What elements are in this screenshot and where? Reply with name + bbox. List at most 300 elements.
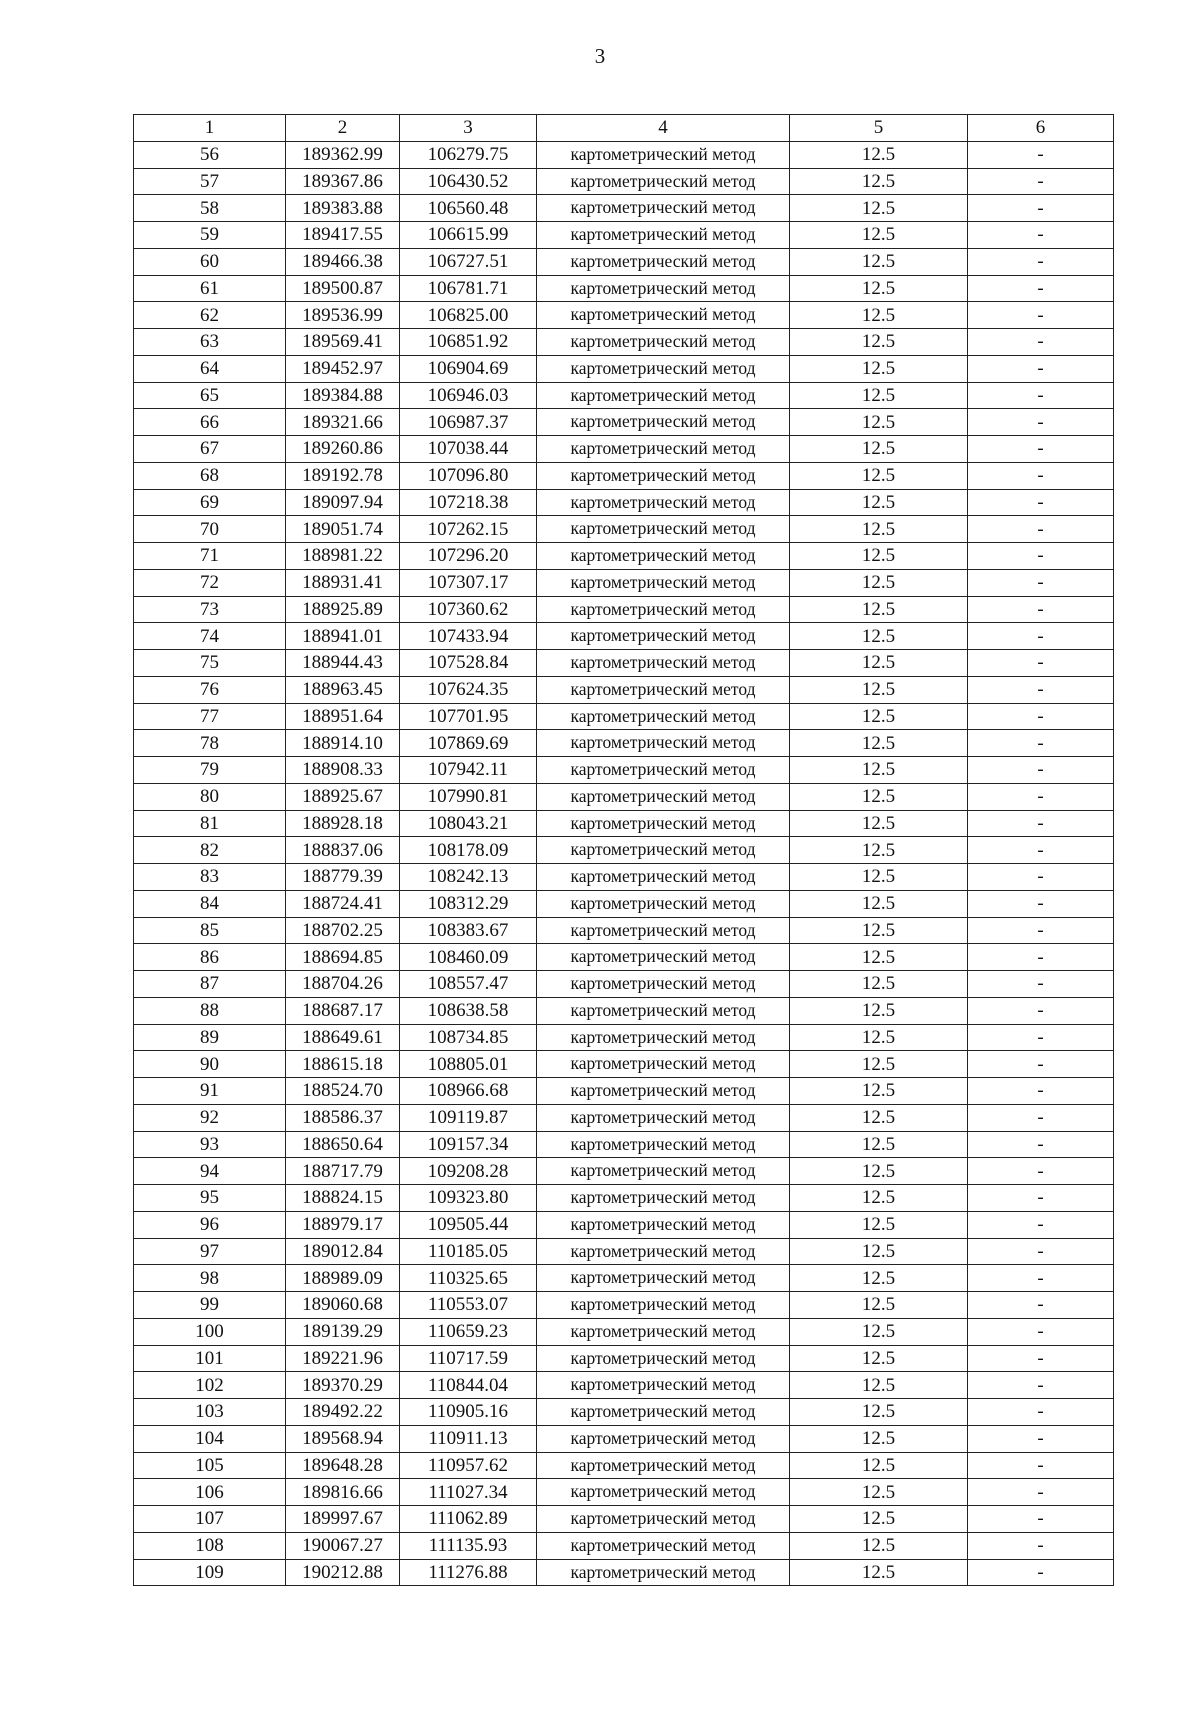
point-number-cell: 86	[134, 944, 286, 971]
note-cell: -	[968, 168, 1114, 195]
method-cell: картометрический метод	[537, 1399, 790, 1426]
x-coordinate-cell: 188944.43	[286, 650, 400, 677]
table-row	[134, 1078, 1114, 1105]
table-row	[134, 462, 1114, 489]
note-cell: -	[968, 810, 1114, 837]
accuracy-cell: 12.5	[790, 917, 968, 944]
accuracy-cell: 12.5	[790, 1078, 968, 1105]
y-coordinate-cell: 109323.80	[400, 1185, 537, 1212]
point-number-cell: 64	[134, 355, 286, 382]
y-coordinate-cell: 110325.65	[400, 1265, 537, 1292]
note-cell: -	[968, 195, 1114, 222]
point-number-cell: 109	[134, 1559, 286, 1586]
note-cell: -	[968, 1131, 1114, 1158]
method-cell: картометрический метод	[537, 596, 790, 623]
note-cell: -	[968, 1559, 1114, 1586]
table-row	[134, 222, 1114, 249]
method-cell: картометрический метод	[537, 1372, 790, 1399]
accuracy-cell: 12.5	[790, 1131, 968, 1158]
y-coordinate-cell: 108966.68	[400, 1078, 537, 1105]
point-number-cell: 74	[134, 623, 286, 650]
table-row	[134, 650, 1114, 677]
point-number-cell: 73	[134, 596, 286, 623]
accuracy-cell: 12.5	[790, 623, 968, 650]
table-row	[134, 1318, 1114, 1345]
table-row	[134, 1506, 1114, 1533]
note-cell: -	[968, 757, 1114, 784]
table-row	[134, 1158, 1114, 1185]
point-number-cell: 71	[134, 543, 286, 570]
table-row	[134, 489, 1114, 516]
table-row	[134, 890, 1114, 917]
note-cell: -	[968, 864, 1114, 891]
accuracy-cell: 12.5	[790, 676, 968, 703]
method-cell: картометрический метод	[537, 971, 790, 998]
point-number-cell: 94	[134, 1158, 286, 1185]
note-cell: -	[968, 1479, 1114, 1506]
method-cell: картометрический метод	[537, 543, 790, 570]
accuracy-cell: 12.5	[790, 703, 968, 730]
y-coordinate-cell: 107262.15	[400, 516, 537, 543]
table-row	[134, 917, 1114, 944]
table-row	[134, 1425, 1114, 1452]
note-cell: -	[968, 1211, 1114, 1238]
table-row	[134, 997, 1114, 1024]
y-coordinate-cell: 110905.16	[400, 1399, 537, 1426]
method-cell: картометрический метод	[537, 917, 790, 944]
note-cell: -	[968, 1024, 1114, 1051]
method-cell: картометрический метод	[537, 650, 790, 677]
x-coordinate-cell: 189012.84	[286, 1238, 400, 1265]
y-coordinate-cell: 108460.09	[400, 944, 537, 971]
x-coordinate-cell: 190067.27	[286, 1532, 400, 1559]
table-row	[134, 944, 1114, 971]
x-coordinate-cell: 188931.41	[286, 569, 400, 596]
note-cell: -	[968, 543, 1114, 570]
note-cell: -	[968, 1532, 1114, 1559]
y-coordinate-cell: 107942.11	[400, 757, 537, 784]
y-coordinate-cell: 110957.62	[400, 1452, 537, 1479]
y-coordinate-cell: 106987.37	[400, 409, 537, 436]
point-number-cell: 66	[134, 409, 286, 436]
y-coordinate-cell: 106946.03	[400, 382, 537, 409]
method-cell: картометрический метод	[537, 1051, 790, 1078]
point-number-cell: 98	[134, 1265, 286, 1292]
accuracy-cell: 12.5	[790, 275, 968, 302]
x-coordinate-cell: 188908.33	[286, 757, 400, 784]
note-cell: -	[968, 355, 1114, 382]
x-coordinate-cell: 188704.26	[286, 971, 400, 998]
y-coordinate-cell: 108383.67	[400, 917, 537, 944]
y-coordinate-cell: 107096.80	[400, 462, 537, 489]
note-cell: -	[968, 329, 1114, 356]
point-number-cell: 57	[134, 168, 286, 195]
x-coordinate-cell: 189370.29	[286, 1372, 400, 1399]
y-coordinate-cell: 106781.71	[400, 275, 537, 302]
accuracy-cell: 12.5	[790, 569, 968, 596]
note-cell: -	[968, 1318, 1114, 1345]
note-cell: -	[968, 275, 1114, 302]
x-coordinate-cell: 189569.41	[286, 329, 400, 356]
table-row	[134, 543, 1114, 570]
note-cell: -	[968, 462, 1114, 489]
x-coordinate-cell: 188615.18	[286, 1051, 400, 1078]
x-coordinate-cell: 188963.45	[286, 676, 400, 703]
note-cell: -	[968, 997, 1114, 1024]
x-coordinate-cell: 189260.86	[286, 436, 400, 463]
x-coordinate-cell: 188649.61	[286, 1024, 400, 1051]
point-number-cell: 99	[134, 1292, 286, 1319]
x-coordinate-cell: 188724.41	[286, 890, 400, 917]
column-header: 1	[134, 115, 286, 142]
table-row	[134, 1238, 1114, 1265]
y-coordinate-cell: 107701.95	[400, 703, 537, 730]
accuracy-cell: 12.5	[790, 864, 968, 891]
y-coordinate-cell: 107433.94	[400, 623, 537, 650]
method-cell: картометрический метод	[537, 810, 790, 837]
point-number-cell: 83	[134, 864, 286, 891]
method-cell: картометрический метод	[537, 944, 790, 971]
table-row	[134, 810, 1114, 837]
y-coordinate-cell: 109208.28	[400, 1158, 537, 1185]
column-header: 6	[968, 115, 1114, 142]
table-row	[134, 1211, 1114, 1238]
table-row	[134, 1024, 1114, 1051]
x-coordinate-cell: 188925.89	[286, 596, 400, 623]
method-cell: картометрический метод	[537, 1452, 790, 1479]
x-coordinate-cell: 188779.39	[286, 864, 400, 891]
method-cell: картометрический метод	[537, 141, 790, 168]
accuracy-cell: 12.5	[790, 543, 968, 570]
method-cell: картометрический метод	[537, 1104, 790, 1131]
table-row	[134, 1051, 1114, 1078]
y-coordinate-cell: 108805.01	[400, 1051, 537, 1078]
note-cell: -	[968, 516, 1114, 543]
x-coordinate-cell: 188989.09	[286, 1265, 400, 1292]
point-number-cell: 70	[134, 516, 286, 543]
method-cell: картометрический метод	[537, 623, 790, 650]
method-cell: картометрический метод	[537, 489, 790, 516]
table-row	[134, 1452, 1114, 1479]
note-cell: -	[968, 1185, 1114, 1212]
y-coordinate-cell: 108638.58	[400, 997, 537, 1024]
note-cell: -	[968, 944, 1114, 971]
header-row	[134, 115, 1114, 142]
y-coordinate-cell: 109119.87	[400, 1104, 537, 1131]
table-row	[134, 168, 1114, 195]
accuracy-cell: 12.5	[790, 1238, 968, 1265]
table-row	[134, 329, 1114, 356]
accuracy-cell: 12.5	[790, 436, 968, 463]
note-cell: -	[968, 1345, 1114, 1372]
accuracy-cell: 12.5	[790, 1452, 968, 1479]
point-number-cell: 104	[134, 1425, 286, 1452]
x-coordinate-cell: 189648.28	[286, 1452, 400, 1479]
accuracy-cell: 12.5	[790, 355, 968, 382]
accuracy-cell: 12.5	[790, 1372, 968, 1399]
point-number-cell: 93	[134, 1131, 286, 1158]
note-cell: -	[968, 917, 1114, 944]
table-row	[134, 1399, 1114, 1426]
y-coordinate-cell: 107218.38	[400, 489, 537, 516]
table-row	[134, 837, 1114, 864]
table-row	[134, 730, 1114, 757]
table-row	[134, 676, 1114, 703]
x-coordinate-cell: 188941.01	[286, 623, 400, 650]
y-coordinate-cell: 108178.09	[400, 837, 537, 864]
table-row	[134, 1104, 1114, 1131]
method-cell: картометрический метод	[537, 222, 790, 249]
accuracy-cell: 12.5	[790, 890, 968, 917]
point-number-cell: 65	[134, 382, 286, 409]
y-coordinate-cell: 110659.23	[400, 1318, 537, 1345]
x-coordinate-cell: 188717.79	[286, 1158, 400, 1185]
x-coordinate-cell: 189452.97	[286, 355, 400, 382]
note-cell: -	[968, 302, 1114, 329]
table-row	[134, 516, 1114, 543]
y-coordinate-cell: 106851.92	[400, 329, 537, 356]
point-number-cell: 107	[134, 1506, 286, 1533]
table-row	[134, 382, 1114, 409]
y-coordinate-cell: 109157.34	[400, 1131, 537, 1158]
note-cell: -	[968, 703, 1114, 730]
note-cell: -	[968, 1104, 1114, 1131]
column-header: 3	[400, 115, 537, 142]
point-number-cell: 56	[134, 141, 286, 168]
note-cell: -	[968, 409, 1114, 436]
accuracy-cell: 12.5	[790, 810, 968, 837]
method-cell: картометрический метод	[537, 864, 790, 891]
point-number-cell: 84	[134, 890, 286, 917]
x-coordinate-cell: 189384.88	[286, 382, 400, 409]
y-coordinate-cell: 107624.35	[400, 676, 537, 703]
table-row	[134, 302, 1114, 329]
note-cell: -	[968, 1265, 1114, 1292]
y-coordinate-cell: 109505.44	[400, 1211, 537, 1238]
point-number-cell: 62	[134, 302, 286, 329]
accuracy-cell: 12.5	[790, 1292, 968, 1319]
accuracy-cell: 12.5	[790, 1158, 968, 1185]
method-cell: картометрический метод	[537, 462, 790, 489]
x-coordinate-cell: 188650.64	[286, 1131, 400, 1158]
method-cell: картометрический метод	[537, 1532, 790, 1559]
point-number-cell: 77	[134, 703, 286, 730]
table-row	[134, 275, 1114, 302]
accuracy-cell: 12.5	[790, 1532, 968, 1559]
y-coordinate-cell: 107038.44	[400, 436, 537, 463]
table-row	[134, 569, 1114, 596]
method-cell: картометрический метод	[537, 302, 790, 329]
point-number-cell: 67	[134, 436, 286, 463]
method-cell: картометрический метод	[537, 516, 790, 543]
point-number-cell: 88	[134, 997, 286, 1024]
y-coordinate-cell: 110185.05	[400, 1238, 537, 1265]
point-number-cell: 96	[134, 1211, 286, 1238]
y-coordinate-cell: 111135.93	[400, 1532, 537, 1559]
y-coordinate-cell: 106430.52	[400, 168, 537, 195]
method-cell: картометрический метод	[537, 436, 790, 463]
x-coordinate-cell: 189383.88	[286, 195, 400, 222]
method-cell: картометрический метод	[537, 569, 790, 596]
accuracy-cell: 12.5	[790, 757, 968, 784]
point-number-cell: 58	[134, 195, 286, 222]
point-number-cell: 100	[134, 1318, 286, 1345]
y-coordinate-cell: 111027.34	[400, 1479, 537, 1506]
table-row	[134, 355, 1114, 382]
x-coordinate-cell: 188981.22	[286, 543, 400, 570]
note-cell: -	[968, 1292, 1114, 1319]
table-row	[134, 409, 1114, 436]
accuracy-cell: 12.5	[790, 462, 968, 489]
y-coordinate-cell: 108557.47	[400, 971, 537, 998]
x-coordinate-cell: 189536.99	[286, 302, 400, 329]
table-row	[134, 703, 1114, 730]
y-coordinate-cell: 110717.59	[400, 1345, 537, 1372]
method-cell: картометрический метод	[537, 837, 790, 864]
x-coordinate-cell: 189816.66	[286, 1479, 400, 1506]
accuracy-cell: 12.5	[790, 1211, 968, 1238]
accuracy-cell: 12.5	[790, 489, 968, 516]
y-coordinate-cell: 108734.85	[400, 1024, 537, 1051]
table-row	[134, 1185, 1114, 1212]
method-cell: картометрический метод	[537, 1345, 790, 1372]
point-number-cell: 91	[134, 1078, 286, 1105]
y-coordinate-cell: 106279.75	[400, 141, 537, 168]
x-coordinate-cell: 188702.25	[286, 917, 400, 944]
table-row	[134, 971, 1114, 998]
x-coordinate-cell: 188914.10	[286, 730, 400, 757]
x-coordinate-cell: 188524.70	[286, 1078, 400, 1105]
method-cell: картометрический метод	[537, 730, 790, 757]
note-cell: -	[968, 971, 1114, 998]
y-coordinate-cell: 107869.69	[400, 730, 537, 757]
x-coordinate-cell: 189492.22	[286, 1399, 400, 1426]
note-cell: -	[968, 1372, 1114, 1399]
note-cell: -	[968, 1158, 1114, 1185]
method-cell: картометрический метод	[537, 890, 790, 917]
note-cell: -	[968, 436, 1114, 463]
x-coordinate-cell: 188928.18	[286, 810, 400, 837]
accuracy-cell: 12.5	[790, 596, 968, 623]
x-coordinate-cell: 189466.38	[286, 248, 400, 275]
x-coordinate-cell: 188586.37	[286, 1104, 400, 1131]
table-row	[134, 623, 1114, 650]
x-coordinate-cell: 189500.87	[286, 275, 400, 302]
x-coordinate-cell: 190212.88	[286, 1559, 400, 1586]
method-cell: картометрический метод	[537, 1265, 790, 1292]
table-row	[134, 1532, 1114, 1559]
x-coordinate-cell: 188694.85	[286, 944, 400, 971]
method-cell: картометрический метод	[537, 1185, 790, 1212]
x-coordinate-cell: 189321.66	[286, 409, 400, 436]
accuracy-cell: 12.5	[790, 1104, 968, 1131]
point-number-cell: 76	[134, 676, 286, 703]
accuracy-cell: 12.5	[790, 1479, 968, 1506]
point-number-cell: 85	[134, 917, 286, 944]
y-coordinate-cell: 107990.81	[400, 783, 537, 810]
table-row	[134, 436, 1114, 463]
x-coordinate-cell: 189192.78	[286, 462, 400, 489]
method-cell: картометрический метод	[537, 757, 790, 784]
point-number-cell: 90	[134, 1051, 286, 1078]
x-coordinate-cell: 189139.29	[286, 1318, 400, 1345]
x-coordinate-cell: 189051.74	[286, 516, 400, 543]
accuracy-cell: 12.5	[790, 944, 968, 971]
method-cell: картометрический метод	[537, 676, 790, 703]
note-cell: -	[968, 1399, 1114, 1426]
method-cell: картометрический метод	[537, 168, 790, 195]
note-cell: -	[968, 623, 1114, 650]
table-row	[134, 248, 1114, 275]
y-coordinate-cell: 111276.88	[400, 1559, 537, 1586]
method-cell: картометрический метод	[537, 355, 790, 382]
point-number-cell: 79	[134, 757, 286, 784]
x-coordinate-cell: 188824.15	[286, 1185, 400, 1212]
method-cell: картометрический метод	[537, 195, 790, 222]
y-coordinate-cell: 108242.13	[400, 864, 537, 891]
note-cell: -	[968, 1051, 1114, 1078]
point-number-cell: 105	[134, 1452, 286, 1479]
point-number-cell: 97	[134, 1238, 286, 1265]
point-number-cell: 87	[134, 971, 286, 998]
method-cell: картометрический метод	[537, 409, 790, 436]
y-coordinate-cell: 106904.69	[400, 355, 537, 382]
point-number-cell: 63	[134, 329, 286, 356]
accuracy-cell: 12.5	[790, 409, 968, 436]
point-number-cell: 103	[134, 1399, 286, 1426]
x-coordinate-cell: 189362.99	[286, 141, 400, 168]
note-cell: -	[968, 676, 1114, 703]
point-number-cell: 75	[134, 650, 286, 677]
x-coordinate-cell: 189997.67	[286, 1506, 400, 1533]
note-cell: -	[968, 1425, 1114, 1452]
y-coordinate-cell: 108043.21	[400, 810, 537, 837]
table-row	[134, 1265, 1114, 1292]
column-header: 4	[537, 115, 790, 142]
y-coordinate-cell: 106560.48	[400, 195, 537, 222]
note-cell: -	[968, 1506, 1114, 1533]
accuracy-cell: 12.5	[790, 837, 968, 864]
point-number-cell: 72	[134, 569, 286, 596]
table-row	[134, 1292, 1114, 1319]
table-row	[134, 596, 1114, 623]
accuracy-cell: 12.5	[790, 730, 968, 757]
point-number-cell: 102	[134, 1372, 286, 1399]
accuracy-cell: 12.5	[790, 1051, 968, 1078]
x-coordinate-cell: 188925.67	[286, 783, 400, 810]
method-cell: картометрический метод	[537, 1292, 790, 1319]
accuracy-cell: 12.5	[790, 1559, 968, 1586]
accuracy-cell: 12.5	[790, 1024, 968, 1051]
accuracy-cell: 12.5	[790, 1345, 968, 1372]
point-number-cell: 108	[134, 1532, 286, 1559]
point-number-cell: 80	[134, 783, 286, 810]
note-cell: -	[968, 248, 1114, 275]
table-row	[134, 757, 1114, 784]
table-row	[134, 1131, 1114, 1158]
note-cell: -	[968, 837, 1114, 864]
column-header: 2	[286, 115, 400, 142]
note-cell: -	[968, 596, 1114, 623]
x-coordinate-cell: 188979.17	[286, 1211, 400, 1238]
accuracy-cell: 12.5	[790, 382, 968, 409]
column-header: 5	[790, 115, 968, 142]
table-body	[134, 141, 1114, 1586]
method-cell: картометрический метод	[537, 783, 790, 810]
note-cell: -	[968, 783, 1114, 810]
x-coordinate-cell: 188837.06	[286, 837, 400, 864]
accuracy-cell: 12.5	[790, 1318, 968, 1345]
